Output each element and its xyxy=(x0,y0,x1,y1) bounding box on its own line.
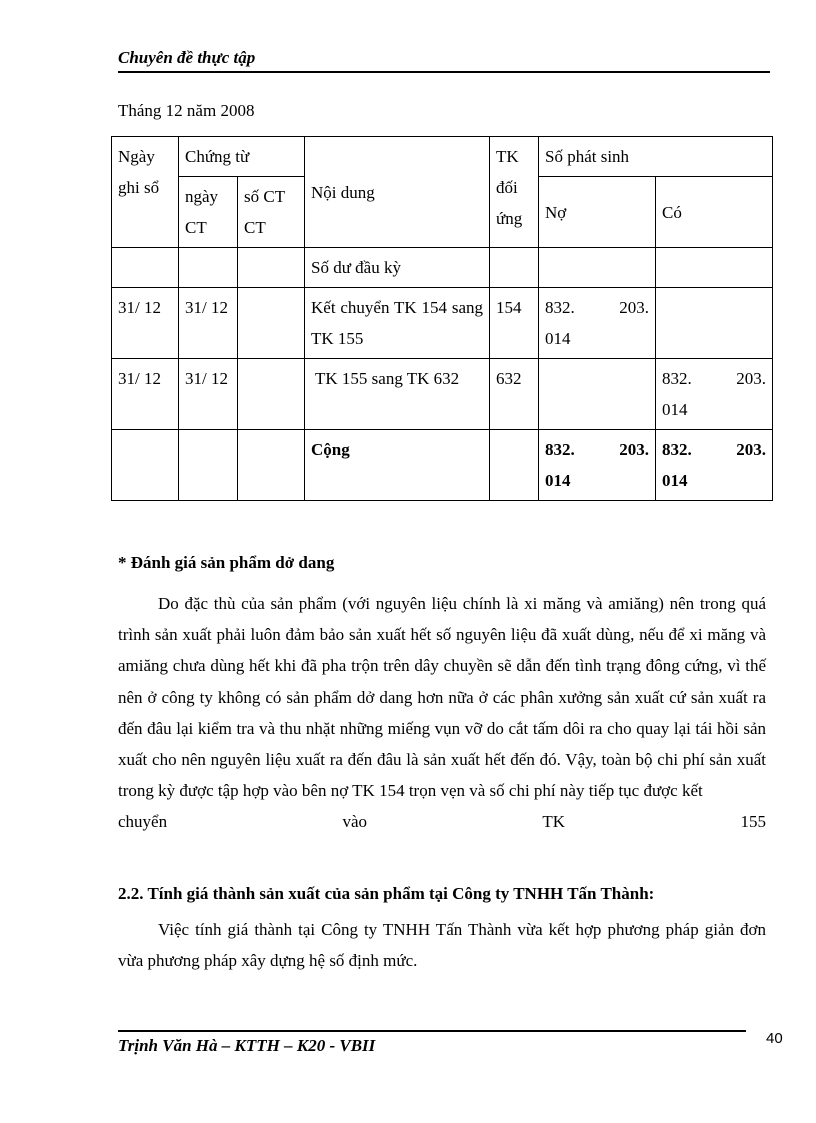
wip-paragraph-text: Do đặc thù của sản phẩm (với nguyên liệu chính là xi măng và amiăng) nên trong quá trình sản xuất phải luôn đảm bảo sản xuất hết số nguyên liệu đã xuất dùng, nếu để xi măng và amiăng chưa dùng hết khi đã pha trộn trên dây chuyền sẽ dẫn đến tình trạng đông cứng, vì thế nên ở công ty không có sản phẩm dở dang hơn nữa ở các phân xưởng sản xuất cứ sản xuất ra đến đâu lại kiểm tra và thu nhặt những miếng vụn vỡ do cắt tấm dôi ra cho quay lại tái hồi sản xuất cho nên nguyên liệu xuất ra đến đâu là sản xuất hết đến đó. Vậy, toàn bộ chi phí sản xuất trong kỳ được tập hợp vào bên nợ TK 154 trọn vẹn và số chi phí này tiếp tục được kết xyxy=(118,594,766,801)
col-voucher-no-header: số CT CT xyxy=(238,177,305,248)
row-content: TK 155 sang TK 632 xyxy=(305,359,490,430)
wip-paragraph xyxy=(118,588,766,838)
row-credit xyxy=(656,288,773,359)
period-label: Tháng 12 năm 2008 xyxy=(118,101,255,120)
col-content-header: Nội dung xyxy=(305,137,490,248)
table-row xyxy=(112,288,773,359)
running-header-title: Chuyên đề thực tập xyxy=(118,48,256,67)
total-debit-part: 203. xyxy=(619,440,649,459)
debit-part: 832. xyxy=(545,298,575,317)
debit-part: 203. xyxy=(619,298,649,317)
total-credit-part: 832. xyxy=(662,440,692,459)
total-debit-part: 832. xyxy=(545,440,575,459)
row-credit xyxy=(656,359,773,430)
credit-part: 014 xyxy=(662,400,688,419)
total-debit-part: 014 xyxy=(545,471,571,490)
row-voucher-date: 31/ 12 xyxy=(179,288,238,359)
total-credit-part: 014 xyxy=(662,471,688,490)
cost-paragraph-text: Việc tính giá thành tại Công ty TNHH Tấn Thành vừa kết hợp phương pháp giản đơn vừa phương pháp xây dựng hệ số định mức. xyxy=(118,920,766,971)
row-content: Kết chuyển TK 154 sang TK 155 xyxy=(305,288,490,359)
col-credit-header: Có xyxy=(656,177,773,248)
row-date: 31/ 12 xyxy=(112,288,179,359)
page-number: 40 xyxy=(766,1030,783,1047)
total-credit xyxy=(656,430,773,501)
total-label: Cộng xyxy=(305,430,490,501)
opening-balance-label: Số dư đầu kỳ xyxy=(305,248,490,288)
footer-author: Trịnh Văn Hà – KTTH – K20 - VBII xyxy=(118,1036,376,1055)
row-voucher-no xyxy=(238,288,305,359)
header-rule xyxy=(118,71,770,73)
table-row xyxy=(112,359,773,430)
row-date: 31/ 12 xyxy=(112,359,179,430)
total-row xyxy=(112,430,773,501)
row-debit xyxy=(539,359,656,430)
col-amount-header: Số phát sinh xyxy=(539,137,773,177)
cost-paragraph xyxy=(118,914,766,976)
row-voucher-date: 31/ 12 xyxy=(179,359,238,430)
header-row xyxy=(112,137,773,177)
section-heading-cost: 2.2. Tính giá thành sản xuất của sản phẩm tại Công ty TNHH Tấn Thành: xyxy=(118,884,655,903)
credit-part: 832. xyxy=(662,369,692,388)
wip-paragraph-last-line: chuyển vào TK 155 xyxy=(118,812,766,832)
col-account-header: TK đối ứng xyxy=(490,137,539,248)
section-heading-wip: * Đánh giá sản phẩm dở dang xyxy=(118,553,335,572)
col-debit-header: Nợ xyxy=(539,177,656,248)
ledger-table xyxy=(111,136,773,501)
row-debit xyxy=(539,288,656,359)
debit-part: 014 xyxy=(545,329,571,348)
row-account: 154 xyxy=(490,288,539,359)
footer-rule xyxy=(118,1030,746,1032)
total-credit-part: 203. xyxy=(736,440,766,459)
row-voucher-no xyxy=(238,359,305,430)
col-date-header: Ngày ghi sổ xyxy=(112,137,179,248)
row-account: 632 xyxy=(490,359,539,430)
opening-balance-row xyxy=(112,248,773,288)
credit-part: 203. xyxy=(736,369,766,388)
col-voucher-header: Chứng từ xyxy=(179,137,305,177)
total-debit xyxy=(539,430,656,501)
col-voucher-date-header: ngày CT xyxy=(179,177,238,248)
